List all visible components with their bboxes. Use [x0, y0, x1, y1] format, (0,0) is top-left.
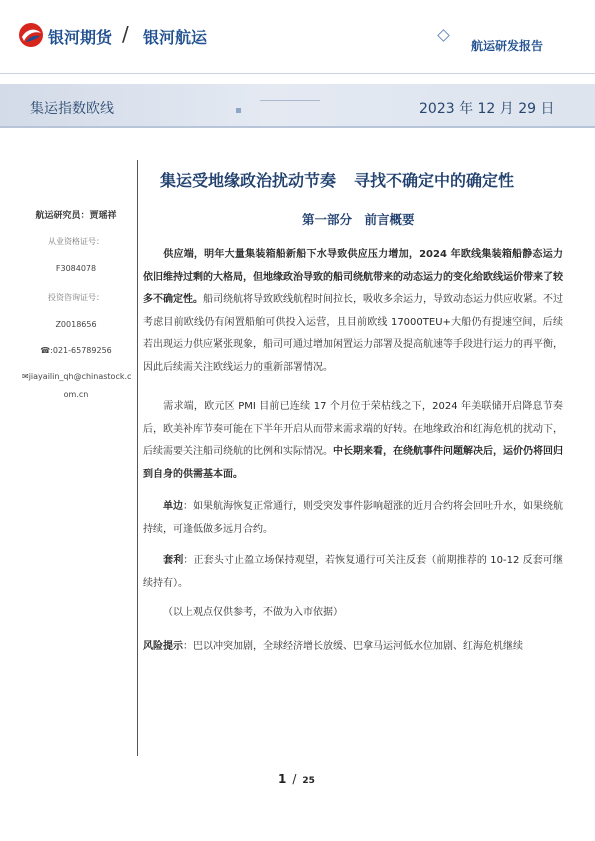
analyst-email[interactable]	[20, 372, 134, 381]
analyst-phone: ☎:021-65789256	[40, 346, 112, 355]
disclaimer-text: （以上观点仅供参考，不做为入市依据）	[163, 607, 343, 618]
brand-primary: 银河期货	[48, 28, 113, 47]
qualification-number: F3084078	[55, 264, 97, 273]
supply-text: 船司绕航将导致欧线航程时间拉长，吸收多余运力，导致动态运力供应收紧。不过考虑目前欧线仍有闲置船舶可供投入运营，且目前欧线 17000TEU+大船仍有提速空间，后续若出现运力供应紧张现象，船司可通过增加闲置运力部署及提高航速等手段进行运力的再平衡，因此后续需关注欧线运力的重新部署情况。	[143, 294, 563, 373]
band-decoration-line	[260, 100, 320, 101]
analyst-name: 航运研究员：贾瑶祥	[35, 211, 117, 221]
brand-secondary: 银河航运	[143, 28, 208, 47]
paragraph-disclaimer	[143, 602, 563, 625]
page-current: 1	[278, 772, 287, 786]
paragraph-single-side	[143, 496, 563, 541]
supply-bold-text: 供应端，明年大量集装箱船新船下水导致供应压力增加，2024 年欧线集装箱船静态运力依旧维持过剩的大格局，但地缘政治导致的船司绕航带来的动态运力的变化给欧线运价带来了较多不确定性。	[143, 249, 563, 305]
header-divider	[0, 73, 595, 74]
brand-separator: /	[122, 22, 129, 46]
email-text-line1: jiayailin_qh@chinastock.c	[28, 372, 132, 381]
paragraph-arbitrage	[143, 550, 563, 595]
arbitrage-text: ：正套头寸止盈立场保持观望，若恢复通行可关注反套（前期推荐的 10-12 反套可继续持有）。	[143, 555, 564, 589]
report-title	[160, 168, 514, 191]
risk-label: 风险提示	[143, 641, 183, 652]
diamond-decoration-icon	[437, 29, 450, 42]
risk-text: ：巴以冲突加剧，全球经济增长放缓、巴拿马运河低水位加剧、红海危机继续	[183, 641, 523, 652]
report-title-part2: 寻找不确定中的确定性	[354, 171, 515, 190]
report-type: 航运研发报告	[471, 39, 544, 53]
page-separator: /	[292, 772, 297, 786]
paragraph-risk	[143, 636, 563, 659]
page-number	[278, 772, 315, 786]
sidebar-divider	[137, 160, 138, 756]
qualification-label: 从业资格证号：	[48, 237, 104, 246]
email-icon: ✉	[22, 372, 29, 381]
single-side-text: ：如果航海恢复正常通行，则受突发事件影响超涨的近月合约将会回吐升水，如果绕航持续，可逢低做多远月合约。	[143, 501, 563, 535]
paragraph-supply	[143, 244, 563, 379]
paragraph-demand	[143, 396, 563, 486]
demand-text: 需求端，欧元区 PMI 目前已连续 17 个月位于荣枯线之下，2024 年美联储开启降息节奏后，欧美补库节奏可能在下半年开启从而带来需求端的好转。在地缘政治和红海危机的扰动下，后续需要关注船司绕航的比例和实际情况。	[143, 401, 563, 457]
arbitrage-label: 套利	[163, 555, 184, 566]
company-logo	[18, 22, 44, 48]
demand-bold-text: 中长期来看，在绕航事件问题解决后，运价仍将回归到自身的供需基本面。	[143, 446, 563, 480]
report-title-part1: 集运受地缘政治扰动节奏	[160, 171, 337, 190]
band-bottom-rule	[0, 126, 595, 128]
consulting-label: 投资咨询证号：	[48, 293, 104, 302]
page-total: 25	[302, 776, 315, 786]
band-decoration-square	[236, 108, 241, 113]
report-category: 集运指数欧线	[30, 101, 114, 117]
section-title: 第一部分 前言概要	[302, 212, 415, 227]
single-side-label: 单边	[163, 501, 183, 512]
email-text-line2: om.cn	[63, 390, 89, 399]
report-date: 2023 年 12 月 29 日	[419, 101, 555, 117]
consulting-number: Z0018656	[55, 320, 97, 329]
galaxy-logo-icon	[18, 22, 44, 48]
